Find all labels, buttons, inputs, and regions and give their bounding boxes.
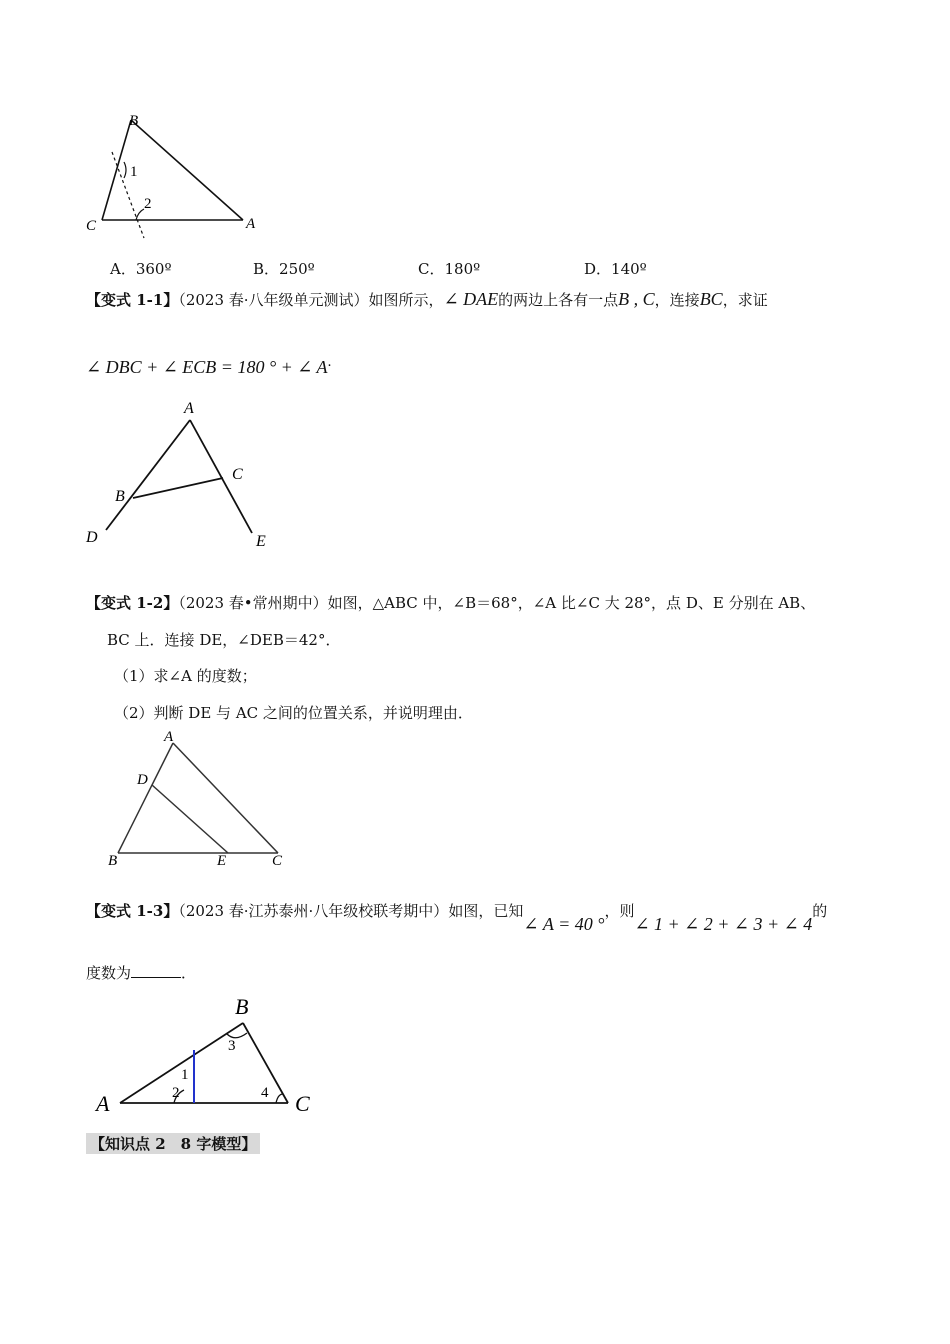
fig1-label-B: B <box>129 113 139 129</box>
figure-triangle-angles-1-4 <box>90 990 330 1120</box>
fig1-label-two: 2 <box>144 196 152 212</box>
variant-1-1-formula <box>86 354 331 378</box>
variant-1-2-text: 如图，△ABC 中，∠B＝68°，∠A 比∠C 大 28°，点 D、E 分别在 AB、 <box>327 594 816 612</box>
variant-1-2-question-2: （2）判断 DE 与 AC 之间的位置关系，并说明理由． <box>114 704 473 722</box>
fig3-label-B: B <box>108 853 118 869</box>
fig1-label-A: A <box>246 216 256 232</box>
fig4-label-two: 2 <box>172 1085 180 1101</box>
figure-triangle-abc-de <box>100 725 300 875</box>
fig4-label-C: C <box>295 1091 310 1116</box>
variant-1-3-angle-a: ∠ A = 40 ° <box>523 914 605 934</box>
answer-blank[interactable] <box>131 963 181 978</box>
fig3-label-D: D <box>137 772 148 788</box>
variant-1-2-tag: 【变式 1-2】 <box>86 594 179 612</box>
fig3-label-C: C <box>272 853 283 869</box>
variant-1-2-line1 <box>86 592 815 613</box>
option-a[interactable]: A．360º <box>110 260 172 278</box>
fig4-label-three: 3 <box>228 1038 236 1054</box>
variant-1-1-text2: 的两边上各有一点 <box>498 291 619 309</box>
fig3-label-E: E <box>217 853 227 869</box>
variant-1-3-text3: 的 <box>812 902 828 920</box>
variant-1-3-text2: ，则 <box>604 902 635 920</box>
variant-1-1-source: （2023 春·八年级单元测试） <box>178 291 369 309</box>
variant-1-1-text4: ，求证 <box>722 291 768 309</box>
figure-triangle-angles-1-2 <box>80 108 280 248</box>
fig1-label-C: C <box>86 218 97 234</box>
variant-1-1-text1: 如图所示， <box>368 291 444 309</box>
variant-1-1-formula-text: ∠ DBC + ∠ ECB = 180 ° + ∠ A <box>86 357 328 377</box>
variant-1-3-tag: 【变式 1-3】 <box>86 902 179 920</box>
fig2-label-E: E <box>256 533 266 550</box>
fig4-label-B: B <box>235 994 249 1019</box>
fig4-label-four: 4 <box>261 1085 269 1101</box>
variant-1-3-line1 <box>86 900 828 934</box>
fig2-label-D: D <box>86 529 98 546</box>
variant-1-2-line2: BC 上．连接 DE，∠DEB＝42°． <box>107 631 341 649</box>
option-d[interactable]: D．140º <box>584 260 647 278</box>
fig4-label-A: A <box>96 1091 110 1116</box>
variant-1-3-text-degree: 度数为 <box>86 964 132 982</box>
variant-1-1-dot: . <box>327 354 332 370</box>
fig2-label-A: A <box>184 400 194 417</box>
variant-1-1-points-bc: B , C <box>618 289 655 309</box>
variant-1-3-angle-sum: ∠ 1 + ∠ 2 + ∠ 3 + ∠ 4 <box>634 914 813 934</box>
variant-1-1-statement <box>86 289 768 310</box>
figure-angle-dae <box>80 395 280 555</box>
fig2-label-B: B <box>115 488 125 505</box>
knowledge-point-heading: 【知识点 2 8 字模型】 <box>86 1133 260 1154</box>
variant-1-2-source: （2023 春•常州期中） <box>178 594 328 612</box>
variant-1-3-line2 <box>86 962 196 983</box>
option-c[interactable]: C．180º <box>418 260 481 278</box>
fig1-label-one: 1 <box>130 164 138 180</box>
variant-1-3-text1: 如图，已知 <box>448 902 524 920</box>
variant-1-1-angle-dae: ∠ DAE <box>443 289 499 309</box>
variant-1-2-question-1: （1）求∠A 的度数； <box>114 667 257 685</box>
variant-1-1-segment-bc: BC <box>699 289 723 309</box>
variant-1-1-tag: 【变式 1-1】 <box>86 291 179 309</box>
variant-1-3-source: （2023 春·江苏泰州·八年级校联考期中） <box>178 902 449 920</box>
option-b[interactable]: B．250º <box>253 260 315 278</box>
variant-1-1-text3: ，连接 <box>654 291 700 309</box>
fig3-label-A: A <box>164 729 174 745</box>
fig4-label-one: 1 <box>181 1067 189 1083</box>
fig2-label-C: C <box>232 466 243 483</box>
variant-1-3-period: ． <box>181 964 197 982</box>
